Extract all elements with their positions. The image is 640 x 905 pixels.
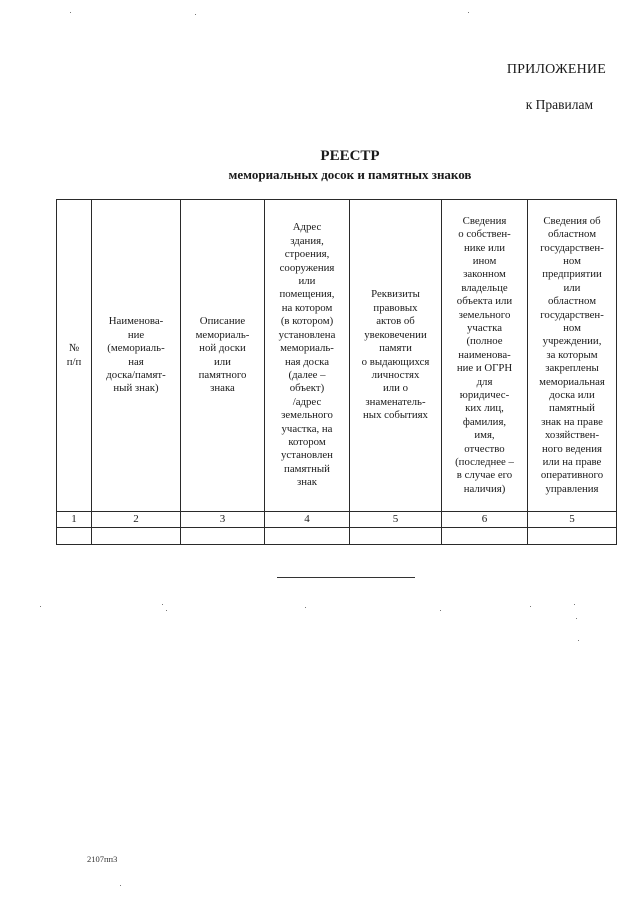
header-cell-legal-acts: Реквизиты правовых актов об увековечении памяти о выдающихся личностях или о знаменатель- ных событиях bbox=[350, 200, 442, 512]
column-number-cell: 1 bbox=[57, 512, 92, 528]
header-cell-number: № п/п bbox=[57, 200, 92, 512]
header-cell-name: Наименова- ние (мемориаль- ная доска/памят- ный знак) bbox=[92, 200, 181, 512]
scan-speck bbox=[440, 610, 441, 611]
empty-cell bbox=[528, 528, 617, 545]
scan-speck bbox=[574, 604, 575, 605]
document-code: 2107пп3 bbox=[87, 854, 118, 864]
table-number-row bbox=[57, 512, 617, 528]
scan-speck bbox=[195, 14, 196, 15]
empty-cell bbox=[92, 528, 181, 545]
scan-speck bbox=[530, 606, 531, 607]
scan-speck bbox=[468, 12, 469, 13]
empty-cell bbox=[442, 528, 528, 545]
registry-table bbox=[56, 199, 617, 545]
column-number-cell: 2 bbox=[92, 512, 181, 528]
table-header-row bbox=[57, 200, 617, 512]
registry-title: РЕЕСТР bbox=[320, 148, 380, 164]
header-cell-address: Адрес здания, строения, сооружения или помещения, на котором (в котором) установлена мемориаль- ная доска (далее – объект) /адрес земельного участка, на котором установлен памятный знак bbox=[265, 200, 350, 512]
scan-speck bbox=[166, 610, 167, 611]
column-number-cell: 5 bbox=[350, 512, 442, 528]
empty-cell bbox=[57, 528, 92, 545]
scan-speck bbox=[305, 607, 306, 608]
column-number-cell: 3 bbox=[181, 512, 265, 528]
empty-cell bbox=[181, 528, 265, 545]
column-number-cell: 5 bbox=[528, 512, 617, 528]
scan-speck bbox=[576, 618, 577, 619]
table-empty-row bbox=[57, 528, 617, 545]
header-cell-description: Описание мемориаль- ной доски или памятного знака bbox=[181, 200, 265, 512]
column-number-cell: 4 bbox=[265, 512, 350, 528]
registry-subtitle: мемориальных досок и памятных знаков bbox=[228, 167, 472, 182]
scan-speck bbox=[40, 606, 41, 607]
empty-cell bbox=[265, 528, 350, 545]
signature-line bbox=[277, 577, 415, 578]
scan-speck bbox=[162, 604, 163, 605]
column-number-cell: 6 bbox=[442, 512, 528, 528]
scan-speck bbox=[578, 640, 579, 641]
scan-speck bbox=[120, 885, 121, 886]
header-cell-owner: Сведения о собствен- нике или ином законном владельце объекта или земельного участка (полное наименова- ние и ОГРН для юридичес- ких лиц, фамилия, имя, отчество (последнее – в случае его наличия) bbox=[442, 200, 528, 512]
rules-reference: к Правилам bbox=[525, 97, 593, 112]
empty-cell bbox=[350, 528, 442, 545]
header-cell-institution: Сведения об областном государствен- ном предприятии или областном государствен- ном учреждении, за которым закреплены мемориальная доска или памятный знак на праве хозяйствен- ного ведения или на праве оперативного управления bbox=[528, 200, 617, 512]
appendix-label: ПРИЛОЖЕНИЕ bbox=[506, 62, 606, 77]
scan-speck bbox=[70, 12, 71, 13]
